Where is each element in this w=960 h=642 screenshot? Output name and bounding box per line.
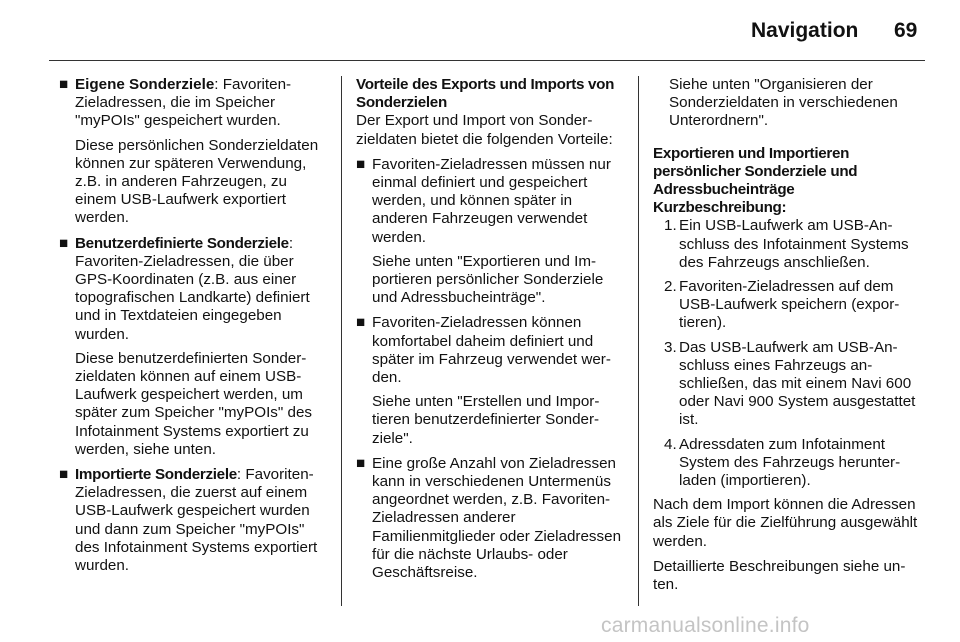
step-number: 1. <box>664 217 677 235</box>
bullet-icon: ■ <box>356 454 366 472</box>
step-number: 2. <box>664 278 677 296</box>
after-import-paragraph: Nach dem Import können die Adressen als Ziele für die Zielführung ausgewählt werden. <box>653 496 918 550</box>
step-number: 3. <box>664 338 677 356</box>
details-paragraph: Detaillierte Beschreibungen siehe unten. <box>653 557 906 594</box>
step-item <box>653 339 923 430</box>
bullet-text: Benutzerdefinierte Sonderziele: Favoriten-Zieladressen, die über GPS-Koordinaten (z.B. aus einer topografischen Landkarte) definiert und in Textdateien eingegeben wurden. <box>75 234 310 343</box>
watermark: carmanualsonline.info <box>601 614 810 637</box>
bullet-icon: ■ <box>59 466 69 484</box>
section-heading: Exportieren und Importieren persönlicher Sonderziele und Adressbucheinträge <box>653 144 858 199</box>
bullet-item-eigene <box>59 76 327 228</box>
bullet-text: Favoriten-Zieladressen müssen nur einmal definiert und gespeichert werden, und können später in anderen Fahrzeugen verwendet werden. <box>372 155 611 246</box>
step-text: Favoriten-Zieladressen auf dem USB-Laufwerk speichern (exportieren). <box>679 278 900 332</box>
column-divider <box>638 76 639 606</box>
bullet-extra: Diese persönlichen Sonderzieldaten können zur späteren Verwendung, z.B. in anderen Fahrzeugen, zu einem USB-Laufwerk exportiert werden. <box>75 136 319 227</box>
continuation-text: Siehe unten "Organisieren der Sonderzieldaten in verschiedenen Unterordnern". <box>669 76 898 130</box>
bullet-item-benutzerdefiniert <box>59 235 327 459</box>
bullet-extra: Diese benutzerdefinierten Sonderzieldaten können auf einem USB-Laufwerk gespeichert werden, um später zum Speicher "myPOIs" des Infotainment Systems exportiert zu werden, siehe unten. <box>75 349 312 458</box>
header-divider <box>49 60 925 61</box>
bullet-icon: ■ <box>356 155 366 173</box>
column-3 <box>653 76 923 601</box>
bullet-item-advantage-2 <box>356 314 626 447</box>
term: Eigene Sonderziele <box>75 76 215 93</box>
bullet-icon: ■ <box>59 76 69 93</box>
step-text: Adressdaten zum Infotainment System des Fahrzeugs herunterladen (importieren). <box>679 435 901 490</box>
step-text: Ein USB-Laufwerk am USB-Anschluss des Infotainment Systems des Fahrzeugs anschließen. <box>679 217 909 271</box>
section-heading: Vorteile des Exports und Imports von Sonderzielen <box>356 76 615 112</box>
bullet-text: Eigene Sonderziele: Favoriten-Zieladressen, die im Speicher "myPOIs" gespeichert wurden. <box>75 76 292 130</box>
bullet-text: Eine große Anzahl von Zieladressen kann in verschiedenen Untermenüs angeordnet werden, z.B. Favoriten-Zieladressen anderer Familienmitglieder oder Zieladressen für die nächste Urlaubs- oder Geschäftsreise. <box>372 454 622 582</box>
page-number: 69 <box>894 19 918 42</box>
subheading: Kurzbeschreibung: <box>653 199 787 217</box>
bullet-text: Importierte Sonderziele: Favoriten-Zieladressen, die zuerst auf einem USB-Laufwerk gespeichert wurden und dann zum Speicher "myPOIs" des Infotainment Systems exportiert wurden. <box>75 466 318 575</box>
step-item <box>653 217 923 272</box>
bullet-extra: Siehe unten "Erstellen und Importieren benutzerdefinierter Sonderziele". <box>372 393 600 447</box>
column-1 <box>59 76 327 582</box>
bullet-item-advantage-3 <box>356 455 626 582</box>
column-2 <box>356 76 626 589</box>
term: Importierte Sonderziele <box>75 466 237 484</box>
term: Benutzerdefinierte Sonderziele <box>75 234 289 252</box>
column-divider <box>341 76 342 606</box>
bullet-item-importiert <box>59 466 327 575</box>
bullet-icon: ■ <box>356 314 366 332</box>
step-item <box>653 436 923 491</box>
bullet-text: Favoriten-Zieladressen können komfortabel daheim definiert und später im Fahrzeug verwendet werden. <box>372 314 611 387</box>
step-item <box>653 278 923 333</box>
bullet-item-advantage-1 <box>356 156 626 308</box>
bullet-icon: ■ <box>59 234 69 252</box>
intro-paragraph: Der Export und Import von Sonderzieldaten bietet die folgenden Vorteile: <box>356 112 613 148</box>
page-header <box>0 0 960 60</box>
section-title: Navigation <box>751 19 859 42</box>
step-text: Das USB-Laufwerk am USB-Anschluss eines Fahrzeugs anschließen, das mit einem Navi 600 oder Navi 900 System ausgestattet ist. <box>679 338 916 429</box>
step-number: 4. <box>664 435 677 453</box>
bullet-extra: Siehe unten "Exportieren und Importieren persönlicher Sonderziele und Adressbucheinträge". <box>372 252 604 307</box>
